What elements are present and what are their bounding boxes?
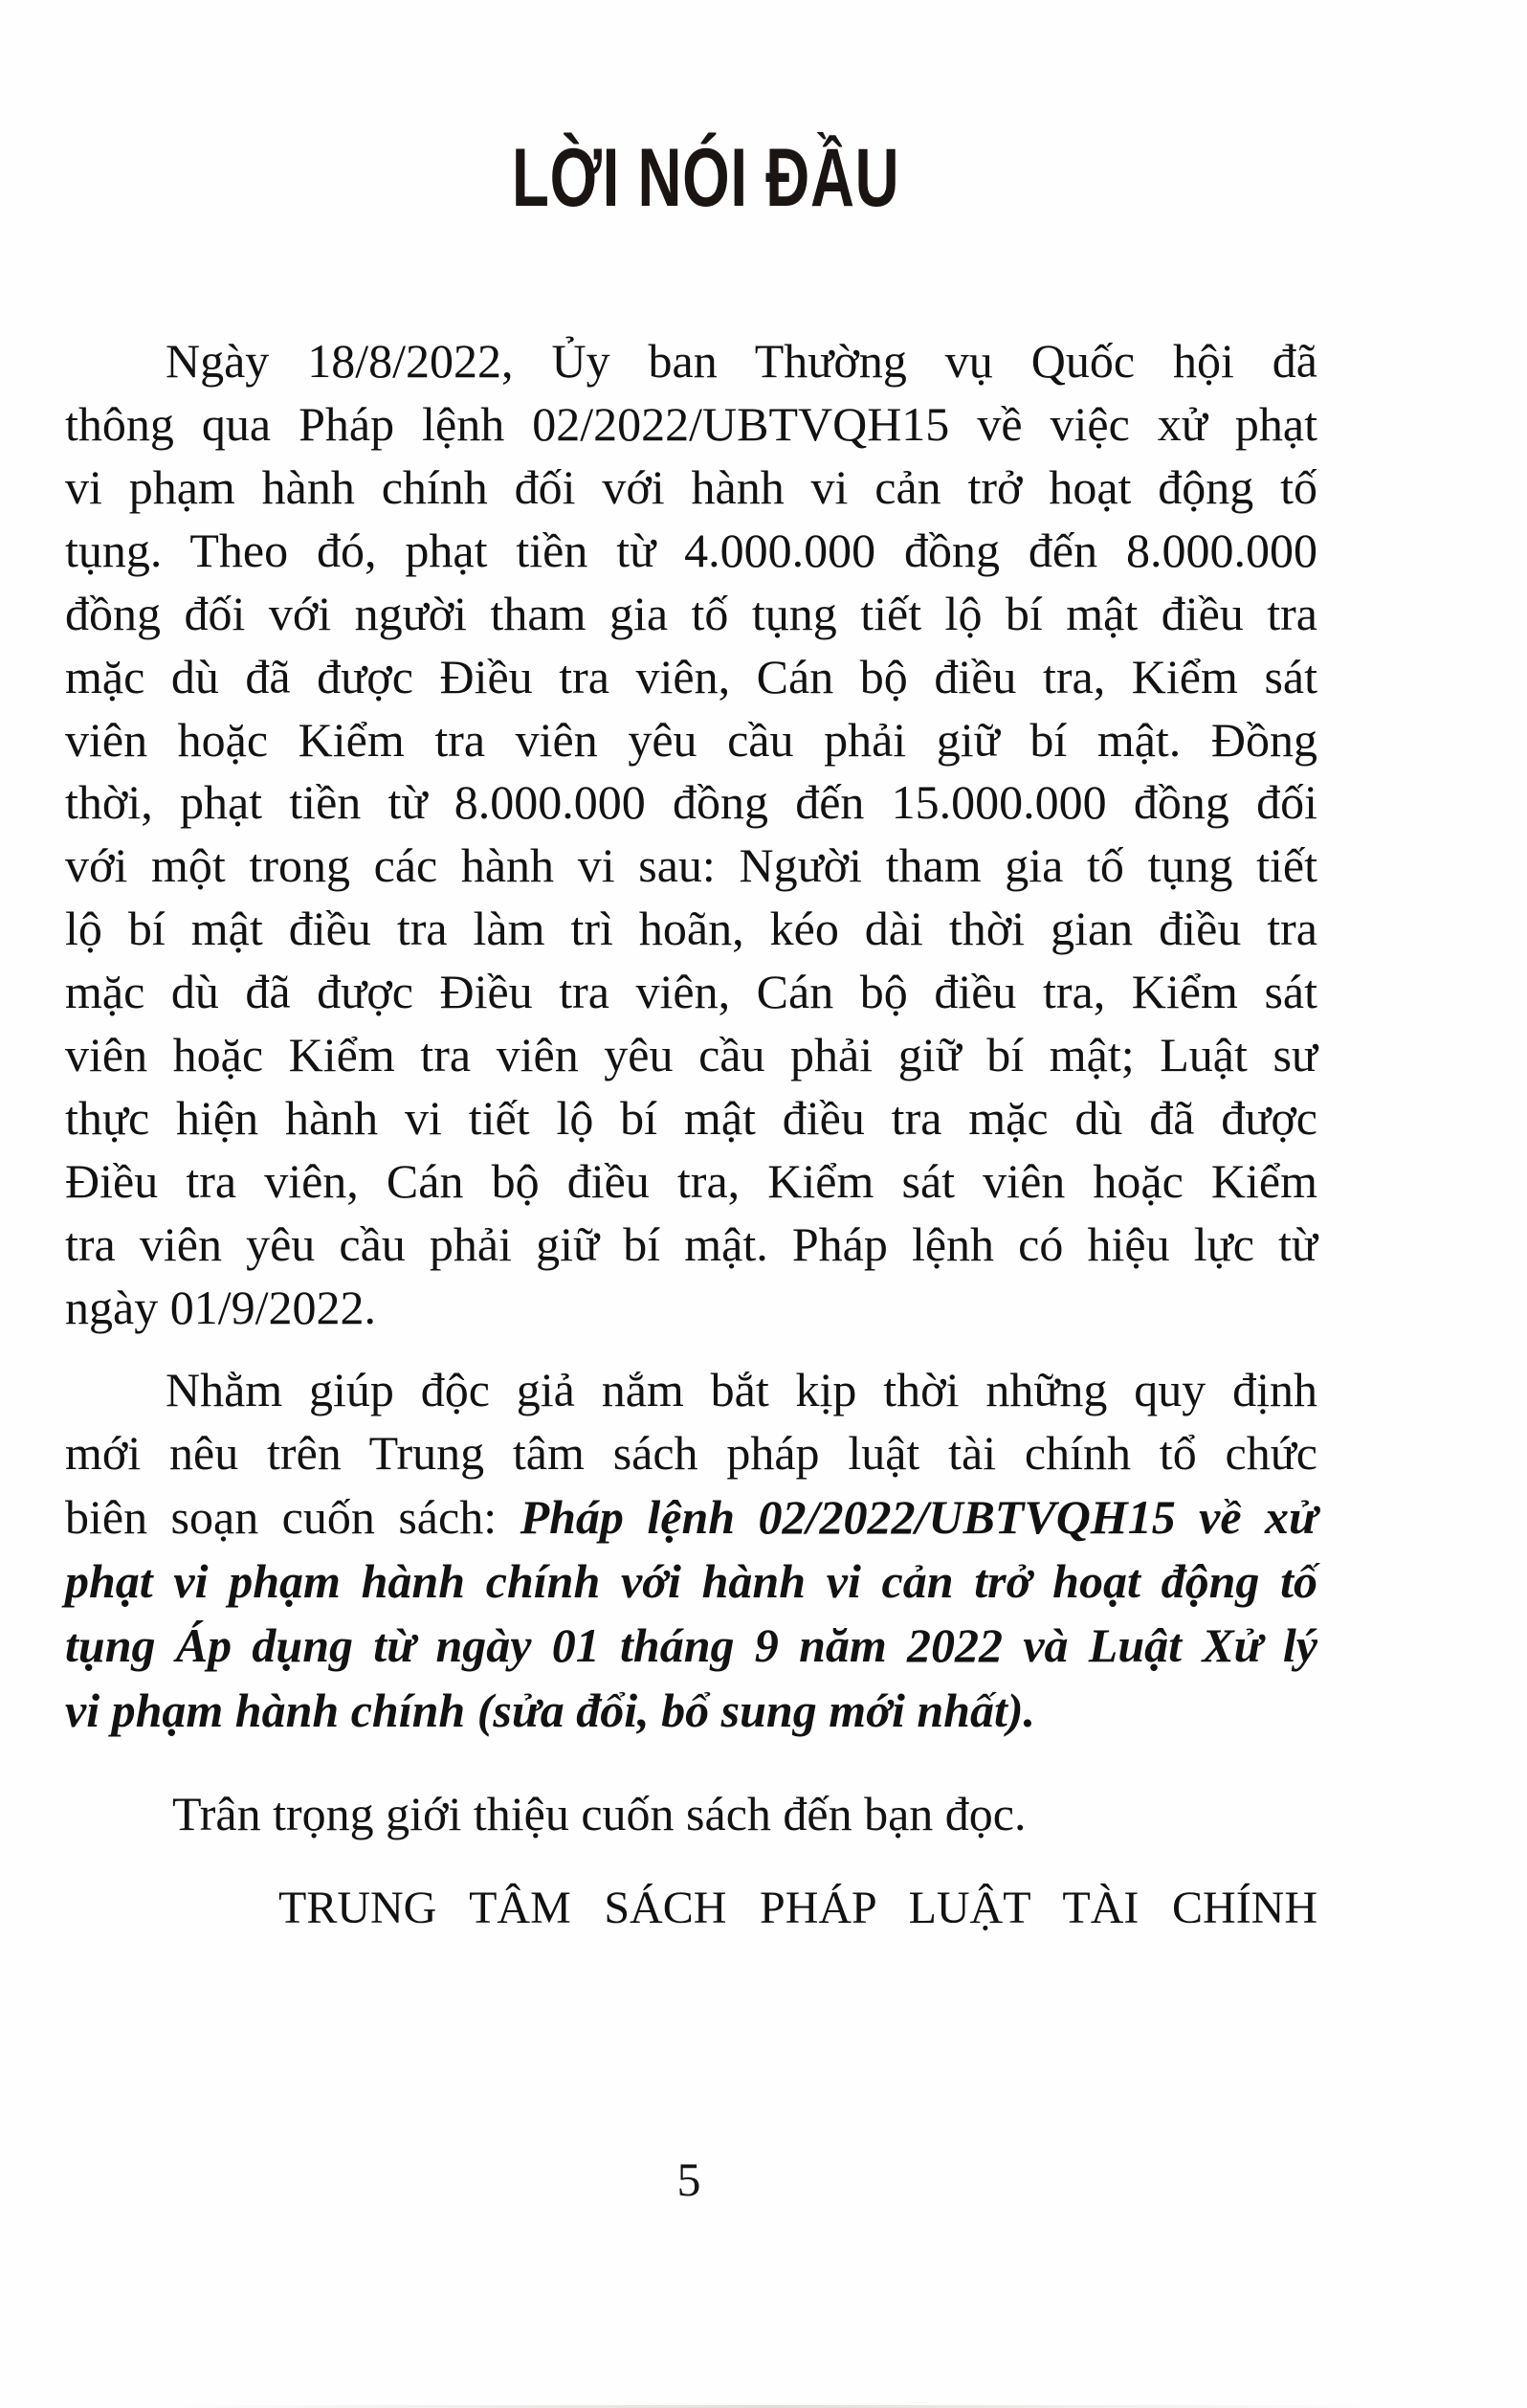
signature: TRUNG TÂM SÁCH PHÁP LUẬT TÀI CHÍNH [278, 1883, 1317, 1933]
book-title-emphasis: tụng Áp dụng từ ngày 01 tháng 9 năm 2022 và Luật Xử lý [65, 1618, 1317, 1672]
paragraph-line: thực hiện hành vi tiết lộ bí mật điều tra mặc dù đã được [65, 1091, 1317, 1145]
paragraph-line: mới nêu trên Trung tâm sách pháp luật tài chính tổ chức [65, 1426, 1317, 1480]
paragraph-line: mặc dù đã được Điều tra viên, Cán bộ điều tra, Kiểm sát [65, 650, 1317, 703]
paragraph-line: viên hoặc Kiểm tra viên yêu cầu phải giữ bí mật; Luật sư [65, 1028, 1317, 1081]
paragraph-line: ngày 01/9/2022. [65, 1281, 376, 1334]
paragraph-line: Nhằm giúp độc giả nắm bắt kịp thời những quy định [166, 1363, 1317, 1416]
paragraph-line: mặc dù đã được Điều tra viên, Cán bộ điều tra, Kiểm sát [65, 965, 1317, 1018]
closing-line: Trân trọng giới thiệu cuốn sách đến bạn đọc. [172, 1787, 1027, 1840]
plain-text: biên soạn cuốn sách: [65, 1490, 520, 1544]
paragraph-line: tra viên yêu cầu phải giữ bí mật. Pháp lệnh có hiệu lực từ [65, 1217, 1317, 1271]
paragraph-line: đồng đối với người tham gia tố tụng tiết lộ bí mật điều tra [65, 587, 1317, 640]
paragraph-line: viên hoặc Kiểm tra viên yêu cầu phải giữ bí mật. Đồng [65, 713, 1317, 767]
book-title-emphasis: vi phạm hành chính (sửa đổi, bổ sung mới nhất). [65, 1683, 1036, 1737]
paragraph-line: vi phạm hành chính đối với hành vi cản trở hoạt động tố [65, 460, 1317, 514]
page-title-text: LỜI NÓI ĐẦU [512, 132, 900, 224]
book-title-emphasis: phạt vi phạm hành chính với hành vi cản trở hoạt động tố [65, 1554, 1317, 1608]
paragraph-line: thời, phạt tiền từ 8.000.000 đồng đến 15.000.000 đồng đối [65, 775, 1317, 829]
page-number: 5 [676, 2152, 701, 2206]
book-title-emphasis: Pháp lệnh 02/2022/UBTVQH15 về xử [520, 1490, 1317, 1544]
paragraph-line: với một trong các hành vi sau: Người tham gia tố tụng tiết [65, 838, 1317, 892]
paragraph-line-mixed [65, 1485, 1317, 1549]
paragraph-line: lộ bí mật điều tra làm trì hoãn, kéo dài thời gian điều tra [65, 902, 1317, 955]
paragraph-line: Điều tra viên, Cán bộ điều tra, Kiểm sát viên hoặc Kiểm [65, 1154, 1317, 1208]
paragraph-line: thông qua Pháp lệnh 02/2022/UBTVQH15 về việc xử phạt [65, 397, 1317, 451]
paragraph-line: Ngày 18/8/2022, Ủy ban Thường vụ Quốc hội đã [166, 334, 1317, 388]
paragraph-line: tụng. Theo đó, phạt tiền từ 4.000.000 đồng đến 8.000.000 [65, 524, 1317, 577]
page-title [512, 132, 900, 224]
